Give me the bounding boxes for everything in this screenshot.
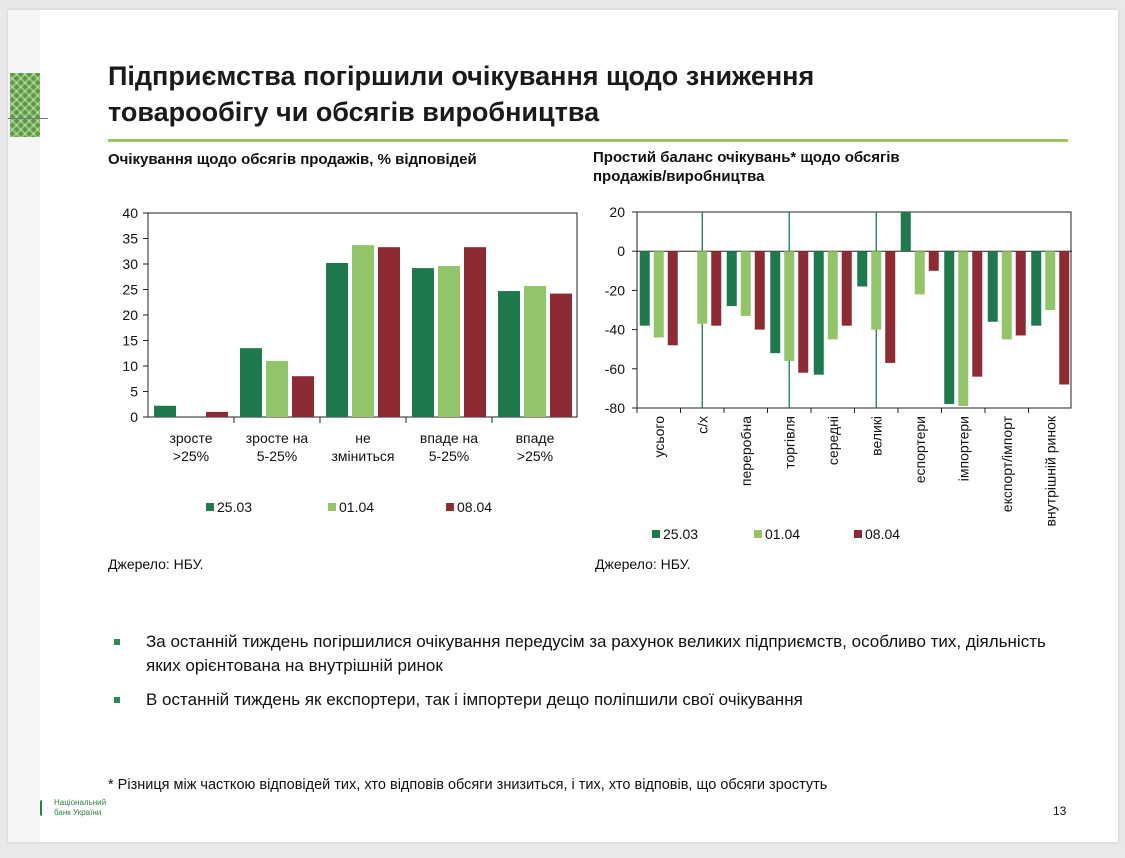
x-tick-label: >25% — [172, 448, 210, 464]
side-strip — [8, 10, 40, 842]
bar-08.04 — [885, 251, 895, 363]
footnote: * Різниця між часткою відповідей тих, хто відповів обсяги знизиться, і тих, хто відповів, що обсяги зростуть — [108, 777, 828, 793]
bar-08.04 — [292, 376, 314, 417]
y-tick-label: 0 — [617, 243, 625, 260]
y-tick-label: 5 — [130, 383, 138, 400]
bar-01.04 — [741, 251, 751, 316]
bar-01.04 — [828, 251, 838, 339]
slide-title — [108, 58, 1008, 130]
bullet-item — [114, 688, 1064, 712]
bar-01.04 — [784, 251, 794, 361]
bar-08.04 — [206, 412, 228, 417]
bar-01.04 — [915, 251, 925, 294]
x-tick-label: експорт/імпорт — [998, 416, 1015, 513]
bar-01.04 — [697, 251, 707, 324]
x-tick-label: >25% — [516, 448, 554, 464]
bullet-square-icon — [114, 639, 120, 645]
legend-swatch-25.03 — [652, 530, 660, 538]
x-tick-label: зросте — [169, 430, 213, 446]
x-tick-label: переробна — [737, 416, 754, 487]
bar-25.03 — [770, 251, 780, 353]
right-chart-title-line-2: продажів/виробництва — [593, 168, 765, 185]
bullet-square-icon — [114, 697, 120, 703]
legend-swatch-01.04 — [328, 503, 336, 511]
left-chart-title: Очікування щодо обсягів продажів, % відповідей — [108, 151, 477, 168]
y-tick-label: 20 — [609, 204, 625, 220]
legend-swatch-25.03 — [206, 503, 214, 511]
nbu-logo — [40, 798, 140, 820]
legend-swatch-01.04 — [754, 530, 762, 538]
legend-label-01.04: 01.04 — [339, 499, 375, 515]
right-chart-title-line-1: Простий баланс очікувань* щодо обсягів — [593, 149, 900, 166]
source-left: Джерело: НБУ. — [108, 556, 204, 572]
x-tick-label: великі — [868, 416, 885, 456]
nbu-logo-icon — [40, 800, 50, 816]
right-chart-title — [593, 148, 1013, 186]
y-tick-label: -20 — [604, 282, 625, 299]
y-tick-label: -40 — [604, 321, 625, 338]
ornament-pattern — [10, 73, 40, 137]
x-tick-label: торгівля — [781, 416, 798, 469]
bar-25.03 — [1031, 251, 1041, 325]
x-tick-label: впаде на — [419, 430, 479, 446]
legend-label-01.04: 01.04 — [765, 526, 801, 542]
y-tick-label: 35 — [122, 230, 138, 247]
bullet-text: В останній тиждень як експортери, так і імпортери дещо поліпшили свої очікування — [146, 690, 803, 709]
title-rule — [108, 139, 1068, 142]
bar-08.04 — [929, 251, 939, 271]
bar-08.04 — [1059, 251, 1069, 384]
bar-25.03 — [727, 251, 737, 306]
legend-label-08.04: 08.04 — [865, 526, 901, 542]
bullet-list — [114, 630, 1064, 722]
bar-08.04 — [1016, 251, 1026, 335]
bar-01.04 — [524, 286, 546, 417]
x-tick-label: с/х — [694, 416, 711, 434]
ornament-line — [8, 118, 48, 119]
x-tick-label: еспортери — [911, 416, 928, 484]
y-tick-label: -60 — [604, 360, 625, 377]
y-tick-label: 0 — [130, 409, 138, 425]
y-tick-label: 30 — [122, 256, 138, 272]
x-tick-label: усього — [650, 416, 667, 458]
x-tick-label: внутрішній ринок — [1042, 416, 1059, 527]
bar-25.03 — [326, 263, 348, 417]
x-tick-label: імпортери — [955, 416, 972, 482]
bullet-text: За останній тиждень погіршилися очікування передусім за рахунок великих підприємств, особливо тих, діяльність яких орієнтована на внутрішній ринок — [146, 632, 1046, 675]
y-tick-label: 25 — [122, 281, 138, 298]
bar-25.03 — [857, 251, 867, 286]
nbu-logo-text — [54, 798, 144, 818]
title-line-2: товарообігу чи обсягів виробництва — [108, 97, 600, 127]
bar-08.04 — [972, 251, 982, 376]
bar-08.04 — [550, 294, 572, 417]
bar-25.03 — [412, 268, 434, 417]
x-tick-label: 5-25% — [428, 448, 470, 464]
bar-01.04 — [958, 251, 968, 406]
bar-25.03 — [640, 251, 650, 325]
bar-01.04 — [438, 266, 460, 417]
legend-label-25.03: 25.03 — [217, 499, 253, 515]
bar-08.04 — [755, 251, 765, 329]
x-tick-label: 5-25% — [256, 448, 298, 464]
bar-01.04 — [1002, 251, 1012, 339]
logo-line-1: Національний — [54, 798, 107, 807]
legend-label-25.03: 25.03 — [663, 526, 699, 542]
y-tick-label: 15 — [122, 332, 138, 349]
bar-25.03 — [901, 212, 911, 251]
title-line-1: Підприємства погіршили очікування щодо зниження — [108, 61, 815, 91]
bar-01.04 — [352, 245, 374, 417]
balance-expectations-chart — [584, 192, 1074, 552]
bar-25.03 — [240, 348, 262, 417]
bar-08.04 — [668, 251, 678, 345]
bar-01.04 — [1045, 251, 1055, 310]
x-tick-label: зміниться — [331, 448, 395, 464]
y-tick-label: 20 — [122, 307, 138, 323]
bar-25.03 — [498, 291, 520, 417]
bar-01.04 — [871, 251, 881, 329]
logo-line-2: банк України — [54, 808, 102, 817]
source-right: Джерело: НБУ. — [595, 556, 691, 572]
slide — [8, 10, 1118, 842]
x-tick-label: зросте на — [245, 430, 309, 446]
legend-label-08.04: 08.04 — [457, 499, 493, 515]
y-tick-label: -80 — [604, 400, 625, 416]
y-tick-label: 10 — [122, 358, 138, 374]
bar-01.04 — [654, 251, 664, 337]
bullet-item — [114, 630, 1064, 678]
legend-swatch-08.04 — [446, 503, 454, 511]
y-tick-label: 40 — [122, 205, 138, 221]
bar-08.04 — [711, 251, 721, 325]
bar-25.03 — [814, 251, 824, 374]
bar-25.03 — [988, 251, 998, 322]
page-number: 13 — [1053, 804, 1067, 818]
bar-08.04 — [378, 247, 400, 417]
bar-08.04 — [798, 251, 808, 373]
sales-expectations-chart — [98, 195, 578, 525]
x-tick-label: не — [355, 430, 371, 446]
bar-08.04 — [842, 251, 852, 325]
bar-25.03 — [944, 251, 954, 404]
legend-swatch-08.04 — [854, 530, 862, 538]
x-tick-label: впаде — [515, 430, 555, 446]
bar-25.03 — [154, 406, 176, 417]
bar-08.04 — [464, 247, 486, 417]
bar-01.04 — [266, 361, 288, 417]
x-tick-label: середні — [824, 416, 841, 466]
